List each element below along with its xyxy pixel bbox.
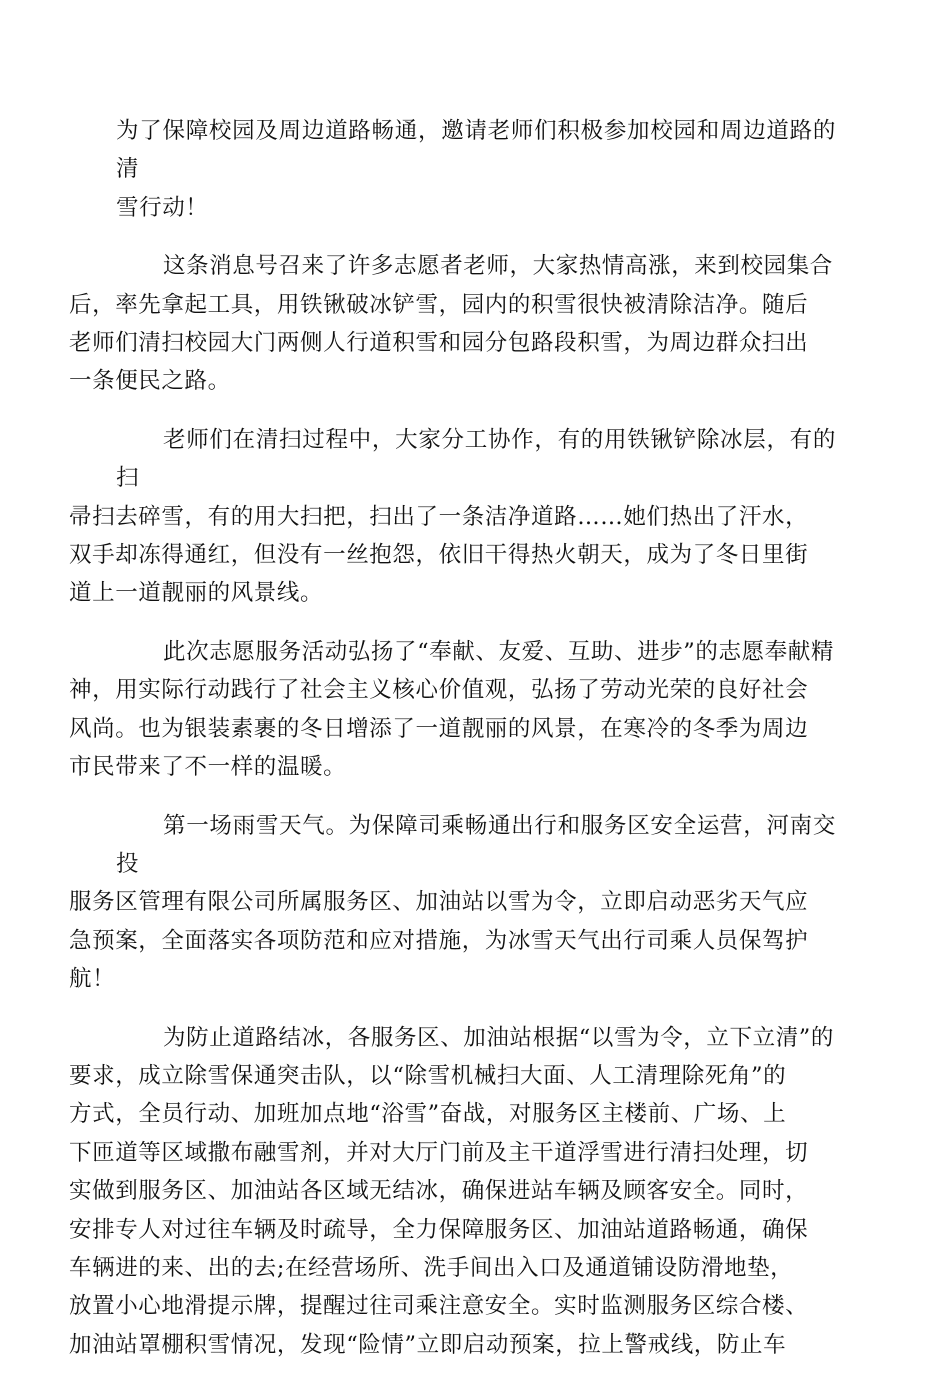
text-line: 实做到服务区、加油站各区域无结冰，确保进站车辆及顾客安全。同时， (69, 1178, 809, 1205)
text-line: 帚扫去碎雪，有的用大扫把，扫出了一条洁净道路……她们热出了汗水， (69, 503, 809, 530)
text-line: 老师们在清扫过程中，大家分工协作，有的用铁锹铲除冰层，有的扫 (116, 426, 836, 492)
text-line: 放置小心地滑提示牌，提醒过往司乘注意安全。实时监测服务区综合楼、 (69, 1293, 809, 1320)
paragraph-2 (69, 247, 836, 401)
text-line: 此次志愿服务活动弘扬了“奉献、友爱、互助、进步”的志愿奉献精 (163, 638, 835, 665)
text-line: 航！ (69, 966, 116, 993)
text-line: 为防止道路结冰，各服务区、加油站根据“以雪为令，立下立清”的 (163, 1024, 835, 1051)
text-line: 老师们清扫校园大门两侧人行道积雪和园分包路段积雪，为周边群众扫出 (69, 330, 809, 357)
text-line: 风尚。也为银装素裹的冬日增添了一道靓丽的风景，在寒冷的冬季为周边 (69, 715, 809, 742)
text-line: 服务区管理有限公司所属服务区、加油站以雪为令，立即启动恶劣天气应 (69, 889, 809, 916)
paragraph-3 (69, 421, 836, 613)
paragraph-1 (116, 112, 836, 227)
text-line: 急预案，全面落实各项防范和应对措施，为冰雪天气出行司乘人员保驾护 (69, 927, 809, 954)
document-body (69, 112, 836, 1384)
paragraph-5 (69, 807, 836, 999)
text-line: 神，用实际行动践行了社会主义核心价值观，弘扬了劳动光荣的良好社会 (69, 677, 809, 704)
text-line: 第一场雨雪天气。为保障司乘畅通出行和服务区安全运营，河南交投 (116, 812, 836, 877)
text-line: 这条消息号召来了许多志愿者老师，大家热情高涨，来到校园集合 (163, 253, 833, 280)
text-line: 下匝道等区域撒布融雪剂，并对大厅门前及主干道浮雪进行清扫处理，切 (69, 1139, 809, 1166)
text-line: 一条便民之路。 (69, 368, 231, 395)
paragraph-4 (69, 633, 836, 787)
text-line: 车辆进的来、出的去;在经营场所、洗手间出入口及通道铺设防滑地垫， (69, 1254, 794, 1281)
text-line: 要求，成立除雪保通突击队，以“除雪机械扫大面、人工清理除死角”的 (69, 1062, 787, 1089)
text-line: 加油站罩棚积雪情况，发现“险情”立即启动预案，拉上警戒线，防止车 (69, 1331, 787, 1358)
text-line: 方式，全员行动、加班加点地“浴雪”奋战，对服务区主楼前、广场、上 (69, 1101, 787, 1128)
text-line: 道上一道靓丽的风景线。 (69, 580, 324, 607)
text-line: 市民带来了不一样的温暖。 (69, 754, 347, 781)
text-line: 为了保障校园及周边道路畅通，邀请老师们积极参加校园和周边道路的清 (116, 118, 836, 183)
text-line: 安排专人对过往车辆及时疏导，全力保障服务区、加油站道路畅通，确保 (69, 1216, 809, 1243)
paragraph-6 (69, 1019, 836, 1365)
text-line: 双手却冻得通红，但没有一丝抱怨，依旧干得热火朝天，成为了冬日里街 (69, 542, 809, 569)
text-line: 雪行动！ (116, 194, 209, 221)
text-line: 后，率先拿起工具，用铁锹破冰铲雪，园内的积雪很快被清除洁净。随后 (69, 291, 809, 318)
